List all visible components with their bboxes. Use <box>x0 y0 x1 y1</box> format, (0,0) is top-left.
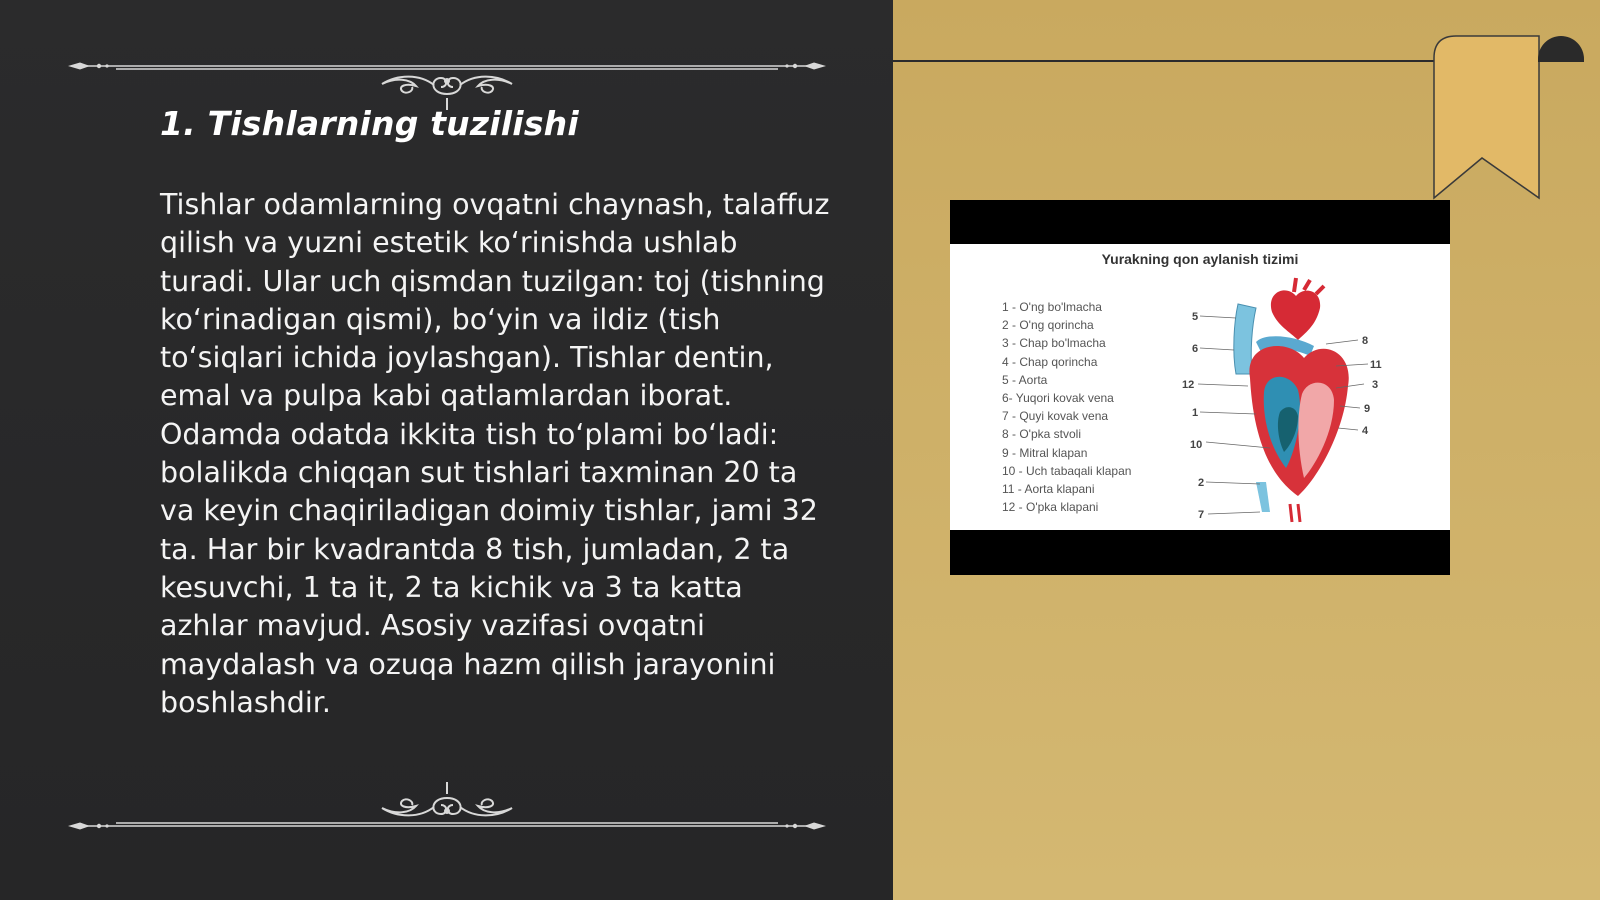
legend-item: 1 - O'ng bo'lmacha <box>1002 300 1102 314</box>
legend-item: 5 - Aorta <box>1002 372 1048 387</box>
diagram-label: 4 <box>1362 425 1369 437</box>
diagram-label: 10 <box>1190 439 1203 451</box>
legend-item: 4 - Chap qorincha <box>1002 354 1098 369</box>
slide-body-text: Tishlar odamlarning ovqatni chaynash, talaffuz qilish va yuzni estetik ko‘rinishda ushlab turadi. Ular uch qismdan tuzilgan: toj (tishning ko‘rinadigan qismi), bo‘yin va ildiz (tish to‘siqlari ichida joylashgan). Tishlar dentin, emal va pulpa kabi qatlamlardan iborat. Odamda odatda ikkita tish to‘plami bo‘ladi: bolalikda chiqqan sut tishlari taxminan 20 ta va keyin chaqiriladigan doimiy tishlar, jami 32 ta. Har bir kvadrantda 8 tish, jumladan, 2 ta kesuvchi, 1 ta it, 2 ta kichik va 3 ta katta azhlar mavjud. Asosiy vazifasi ovqatni maydalash va ozuqa hazm qilish jarayonini boshlashdir. <box>160 188 830 719</box>
legend-item: 3 - Chap bo'lmacha <box>1002 336 1106 351</box>
diagram-label: 11 <box>1370 359 1382 371</box>
legend-item: 12 - O'pka klapani <box>1002 500 1099 515</box>
diagram-label: 2 <box>1198 477 1205 489</box>
legend-item: 10 - Uch tabaqali klapan <box>1002 463 1132 478</box>
diagram-label: 8 <box>1362 335 1369 347</box>
bookmark-icon <box>1434 36 1539 198</box>
diagram-label: 5 <box>1192 311 1199 323</box>
legend-item: 7 - Quyi kovak vena <box>1002 409 1109 424</box>
heart-diagram-image <box>950 200 1450 575</box>
diagram-label: 7 <box>1198 509 1205 521</box>
diagram-label: 6 <box>1192 343 1199 355</box>
ornament-bottom-icon <box>68 774 826 834</box>
diagram-label: 1 <box>1192 407 1199 419</box>
diagram-label: 12 <box>1182 379 1195 391</box>
diagram-title: Yurakning qon aylanish tizimi <box>1101 251 1299 267</box>
heart-diagram-panel <box>950 244 1450 530</box>
legend-item: 8 - O'pka stvoli <box>1002 427 1081 442</box>
slide-title: 1. Tishlarning tuzilishi <box>160 104 579 143</box>
legend-item: 9 - Mitral klapan <box>1002 445 1088 460</box>
diagram-label: 9 <box>1364 403 1371 415</box>
legend-item: 2 - O'ng qorincha <box>1002 318 1094 333</box>
diagram-legend <box>1002 298 1131 516</box>
diagram-label: 3 <box>1372 379 1379 391</box>
legend-item: 11 - Aorta klapani <box>1002 482 1095 497</box>
top-rule <box>893 60 1438 62</box>
legend-item: 6- Yuqori kovak vena <box>1002 391 1114 406</box>
heart-illustration <box>1182 282 1386 530</box>
